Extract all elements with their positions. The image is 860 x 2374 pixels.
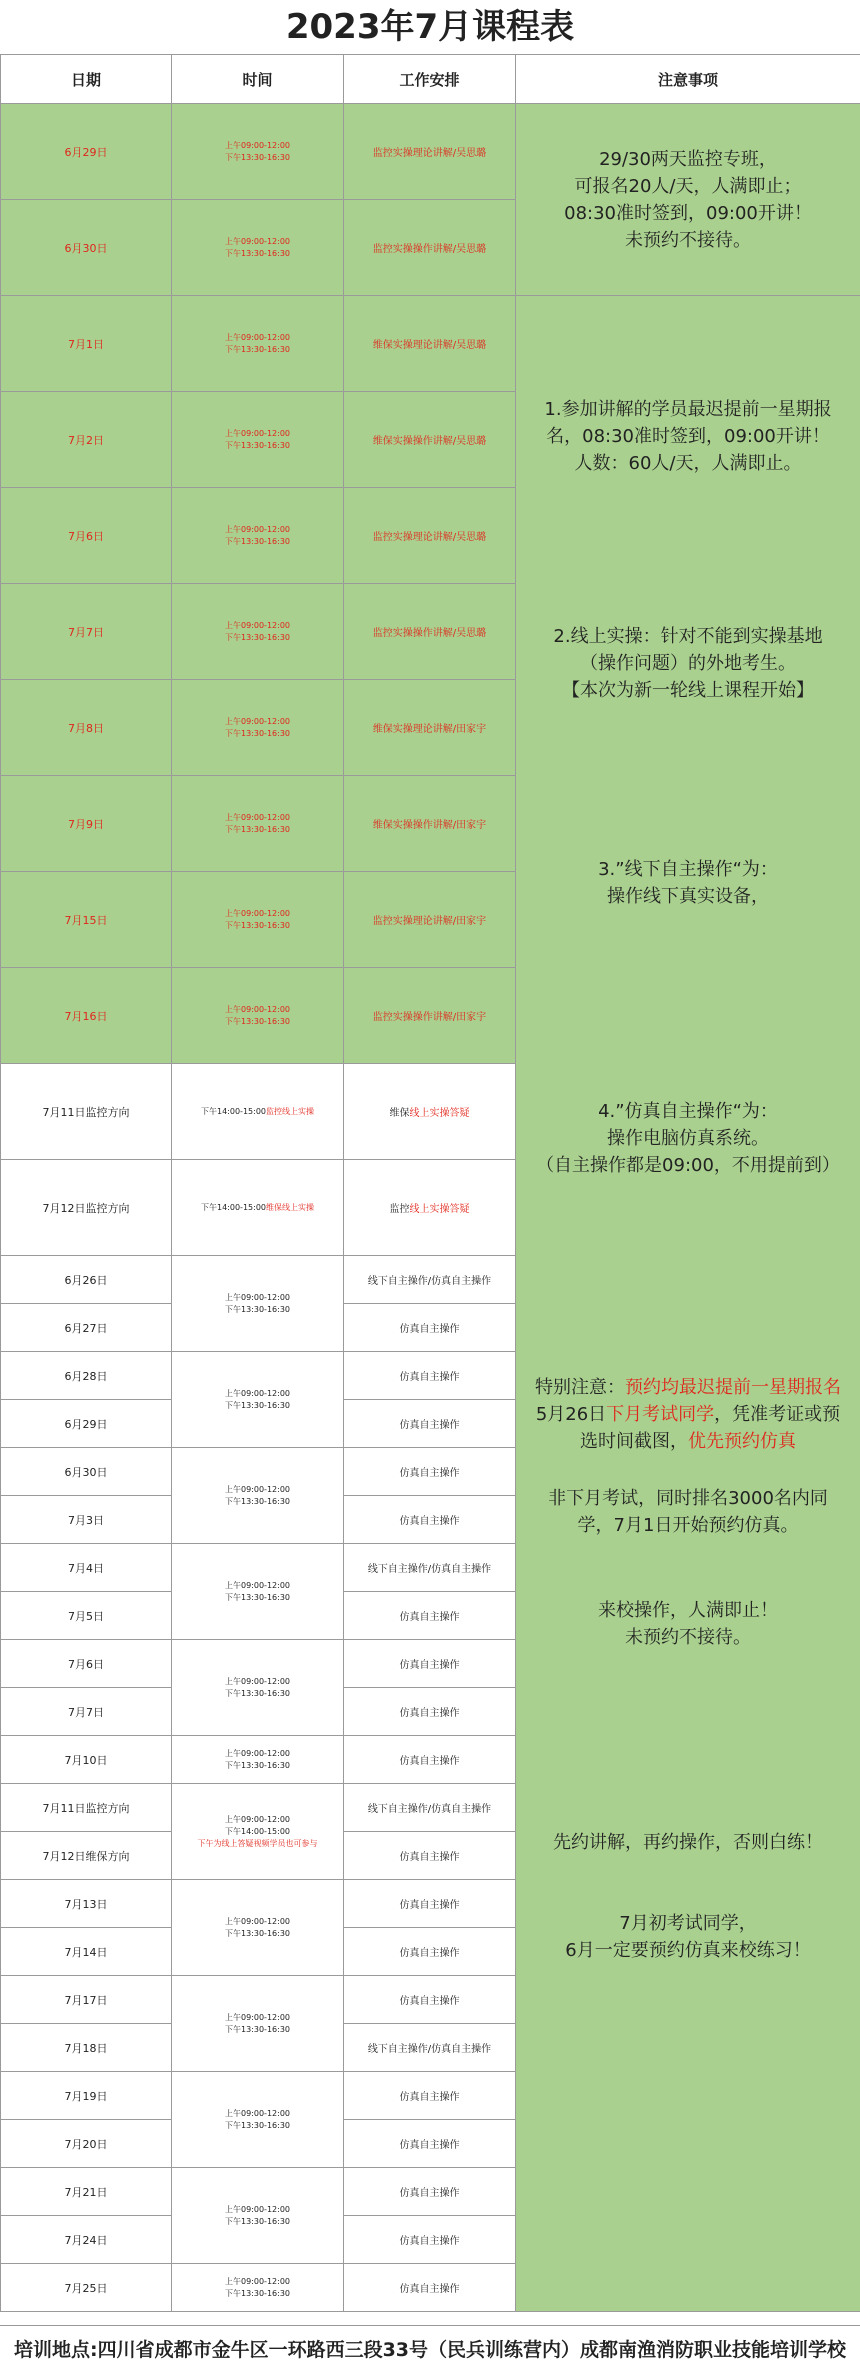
time-cell: 上午09:00-12:00 下午13:30-16:30 — [172, 1736, 344, 1784]
time-cell: 上午09:00-12:00 下午13:30-16:30 — [172, 296, 344, 392]
time-cell: 上午09:00-12:00 下午13:30-16:30 — [172, 1976, 344, 2072]
header-time: 时间 — [172, 55, 344, 104]
time-cell: 上午09:00-12:00 下午13:30-16:30 — [172, 1640, 344, 1736]
date-cell: 7月14日 — [1, 1928, 172, 1976]
date-cell: 7月25日 — [1, 2264, 172, 2312]
time-cell: 上午09:00-12:00 下午13:30-16:30 — [172, 872, 344, 968]
time-cell: 上午09:00-12:00 下午13:30-16:30 — [172, 1544, 344, 1640]
page-title: 2023年7月课程表 — [0, 0, 860, 54]
date-cell: 7月2日 — [1, 392, 172, 488]
task-cell: 仿真自主操作 — [344, 2168, 516, 2216]
task-cell: 维保实操理论讲解/吴思璐 — [344, 296, 516, 392]
task-cell: 线下自主操作/仿真自主操作 — [344, 1544, 516, 1592]
date-cell: 6月30日 — [1, 200, 172, 296]
task-cell: 仿真自主操作 — [344, 2216, 516, 2264]
date-cell: 6月28日 — [1, 1352, 172, 1400]
date-cell: 6月29日 — [1, 104, 172, 200]
special-notice: 特别注意：预约均最迟提前一星期报名 — [522, 1374, 854, 1401]
task-cell: 监控实操操作讲解/吴思璐 — [344, 584, 516, 680]
task-cell: 仿真自主操作 — [344, 1832, 516, 1880]
task-cell: 仿真自主操作 — [344, 1880, 516, 1928]
time-cell: 上午09:00-12:00 下午13:30-16:30 — [172, 104, 344, 200]
date-cell: 7月6日 — [1, 488, 172, 584]
footer-address: 培训地点:四川省成都市金牛区一环路西三段33号（民兵训练营内）成都南渔消防职业技能培训学校 — [0, 2325, 860, 2374]
time-cell: 上午09:00-12:00 下午13:30-16:30 — [172, 392, 344, 488]
date-cell: 7月10日 — [1, 1736, 172, 1784]
time-cell: 上午09:00-12:00 下午13:30-16:30 — [172, 488, 344, 584]
task-cell: 监控实操操作讲解/吴思璐 — [344, 200, 516, 296]
date-cell: 7月7日 — [1, 1688, 172, 1736]
date-cell: 7月12日维保方向 — [1, 1832, 172, 1880]
task-cell: 仿真自主操作 — [344, 1640, 516, 1688]
header-date: 日期 — [1, 55, 172, 104]
date-cell: 7月11日监控方向 — [1, 1784, 172, 1832]
date-cell: 7月3日 — [1, 1496, 172, 1544]
date-cell: 7月15日 — [1, 872, 172, 968]
task-cell: 仿真自主操作 — [344, 1976, 516, 2024]
date-cell: 7月5日 — [1, 1592, 172, 1640]
task-cell: 线下自主操作/仿真自主操作 — [344, 1784, 516, 1832]
table-row — [1, 296, 860, 392]
time-cell: 上午09:00-12:00 下午13:30-16:30 — [172, 968, 344, 1064]
time-cell: 上午09:00-12:00 下午13:30-16:30 — [172, 680, 344, 776]
time-cell: 上午09:00-12:00 下午13:30-16:30 — [172, 1352, 344, 1448]
date-cell: 7月13日 — [1, 1880, 172, 1928]
task-cell: 线下自主操作/仿真自主操作 — [344, 1256, 516, 1304]
task-cell: 维保实操理论讲解/田家宇 — [344, 680, 516, 776]
header-task: 工作安排 — [344, 55, 516, 104]
task-cell: 仿真自主操作 — [344, 1304, 516, 1352]
notes-cell: 1.参加讲解的学员最迟提前一星期报 名，08:30准时签到，09:00开讲！ 人数：60人/天，人满即止。 2.线上实操：针对不能到实操基地 （操作问题）的外地考生。 【本次为新一轮线上课程开始】 3.”线下自主操作“为： 操作线下真实设备， 4.”仿真自主操作“为： 操作电脑仿真系统。 （自主操作都是09:00，不用提前到） 特别注意：预约均最迟提前一星期报名 5月26日下月考试同学，凭准考证或预 选时间截图，优先预约仿真 非下月考试，同时排名3000名内同 学，7月1日开始预约仿真。 来校操作，人满即止！ 未预约不接待。 先约讲解，再约操作，否则白练！ 7月初考试同学， 6月一定要预约仿真来校练习！ — [516, 296, 860, 2312]
task-cell: 维保实操操作讲解/吴思璐 — [344, 392, 516, 488]
date-cell: 7月1日 — [1, 296, 172, 392]
date-cell: 7月16日 — [1, 968, 172, 1064]
date-cell: 6月27日 — [1, 1304, 172, 1352]
task-cell: 仿真自主操作 — [344, 2264, 516, 2312]
task-cell: 监控线上实操答疑 — [344, 1160, 516, 1256]
task-cell: 仿真自主操作 — [344, 2120, 516, 2168]
notes-cell: 29/30两天监控专班， 可报名20人/天，人满即止； 08:30准时签到，09:00开讲！ 未预约不接待。 — [516, 104, 860, 296]
task-cell: 监控实操理论讲解/吴思璐 — [344, 104, 516, 200]
date-cell: 7月12日监控方向 — [1, 1160, 172, 1256]
time-cell: 上午09:00-12:00 下午13:30-16:30 — [172, 200, 344, 296]
task-cell: 线下自主操作/仿真自主操作 — [344, 2024, 516, 2072]
task-cell: 仿真自主操作 — [344, 1448, 516, 1496]
time-cell: 上午09:00-12:00 下午13:30-16:30 — [172, 2168, 344, 2264]
date-cell: 6月26日 — [1, 1256, 172, 1304]
date-cell: 7月19日 — [1, 2072, 172, 2120]
time-cell: 上午09:00-12:00 下午14:00-15:00 下午为线上答疑视频学员也可参与 — [172, 1784, 344, 1880]
time-cell: 上午09:00-12:00 下午13:30-16:30 — [172, 1448, 344, 1544]
date-cell: 7月6日 — [1, 1640, 172, 1688]
time-cell: 上午09:00-12:00 下午13:30-16:30 — [172, 2072, 344, 2168]
header-notes: 注意事项 — [516, 55, 860, 104]
task-cell: 仿真自主操作 — [344, 1928, 516, 1976]
date-cell: 7月24日 — [1, 2216, 172, 2264]
schedule-table — [0, 54, 860, 2312]
date-cell: 7月7日 — [1, 584, 172, 680]
task-cell: 仿真自主操作 — [344, 1400, 516, 1448]
time-cell: 下午14:00-15:00维保线上实操 — [172, 1160, 344, 1256]
date-cell: 7月20日 — [1, 2120, 172, 2168]
task-cell: 仿真自主操作 — [344, 1352, 516, 1400]
date-cell: 7月9日 — [1, 776, 172, 872]
date-cell: 7月8日 — [1, 680, 172, 776]
task-cell: 仿真自主操作 — [344, 1736, 516, 1784]
date-cell: 7月17日 — [1, 1976, 172, 2024]
time-cell: 下午14:00-15:00监控线上实操 — [172, 1064, 344, 1160]
time-cell: 上午09:00-12:00 下午13:30-16:30 — [172, 1256, 344, 1352]
task-cell: 仿真自主操作 — [344, 1496, 516, 1544]
time-cell: 上午09:00-12:00 下午13:30-16:30 — [172, 1880, 344, 1976]
date-cell: 7月18日 — [1, 2024, 172, 2072]
time-cell: 上午09:00-12:00 下午13:30-16:30 — [172, 776, 344, 872]
date-cell: 6月29日 — [1, 1400, 172, 1448]
date-cell: 7月4日 — [1, 1544, 172, 1592]
time-cell: 上午09:00-12:00 下午13:30-16:30 — [172, 584, 344, 680]
date-cell: 7月21日 — [1, 2168, 172, 2216]
task-cell: 维保线上实操答疑 — [344, 1064, 516, 1160]
header-row — [1, 55, 860, 104]
task-cell: 监控实操理论讲解/田家宇 — [344, 872, 516, 968]
task-cell: 仿真自主操作 — [344, 1688, 516, 1736]
date-cell: 7月11日监控方向 — [1, 1064, 172, 1160]
task-cell: 仿真自主操作 — [344, 2072, 516, 2120]
table-row — [1, 104, 860, 200]
task-cell: 仿真自主操作 — [344, 1592, 516, 1640]
task-cell: 监控实操理论讲解/吴思璐 — [344, 488, 516, 584]
date-cell: 6月30日 — [1, 1448, 172, 1496]
task-cell: 监控实操操作讲解/田家宇 — [344, 968, 516, 1064]
task-cell: 维保实操操作讲解/田家宇 — [344, 776, 516, 872]
time-cell: 上午09:00-12:00 下午13:30-16:30 — [172, 2264, 344, 2312]
